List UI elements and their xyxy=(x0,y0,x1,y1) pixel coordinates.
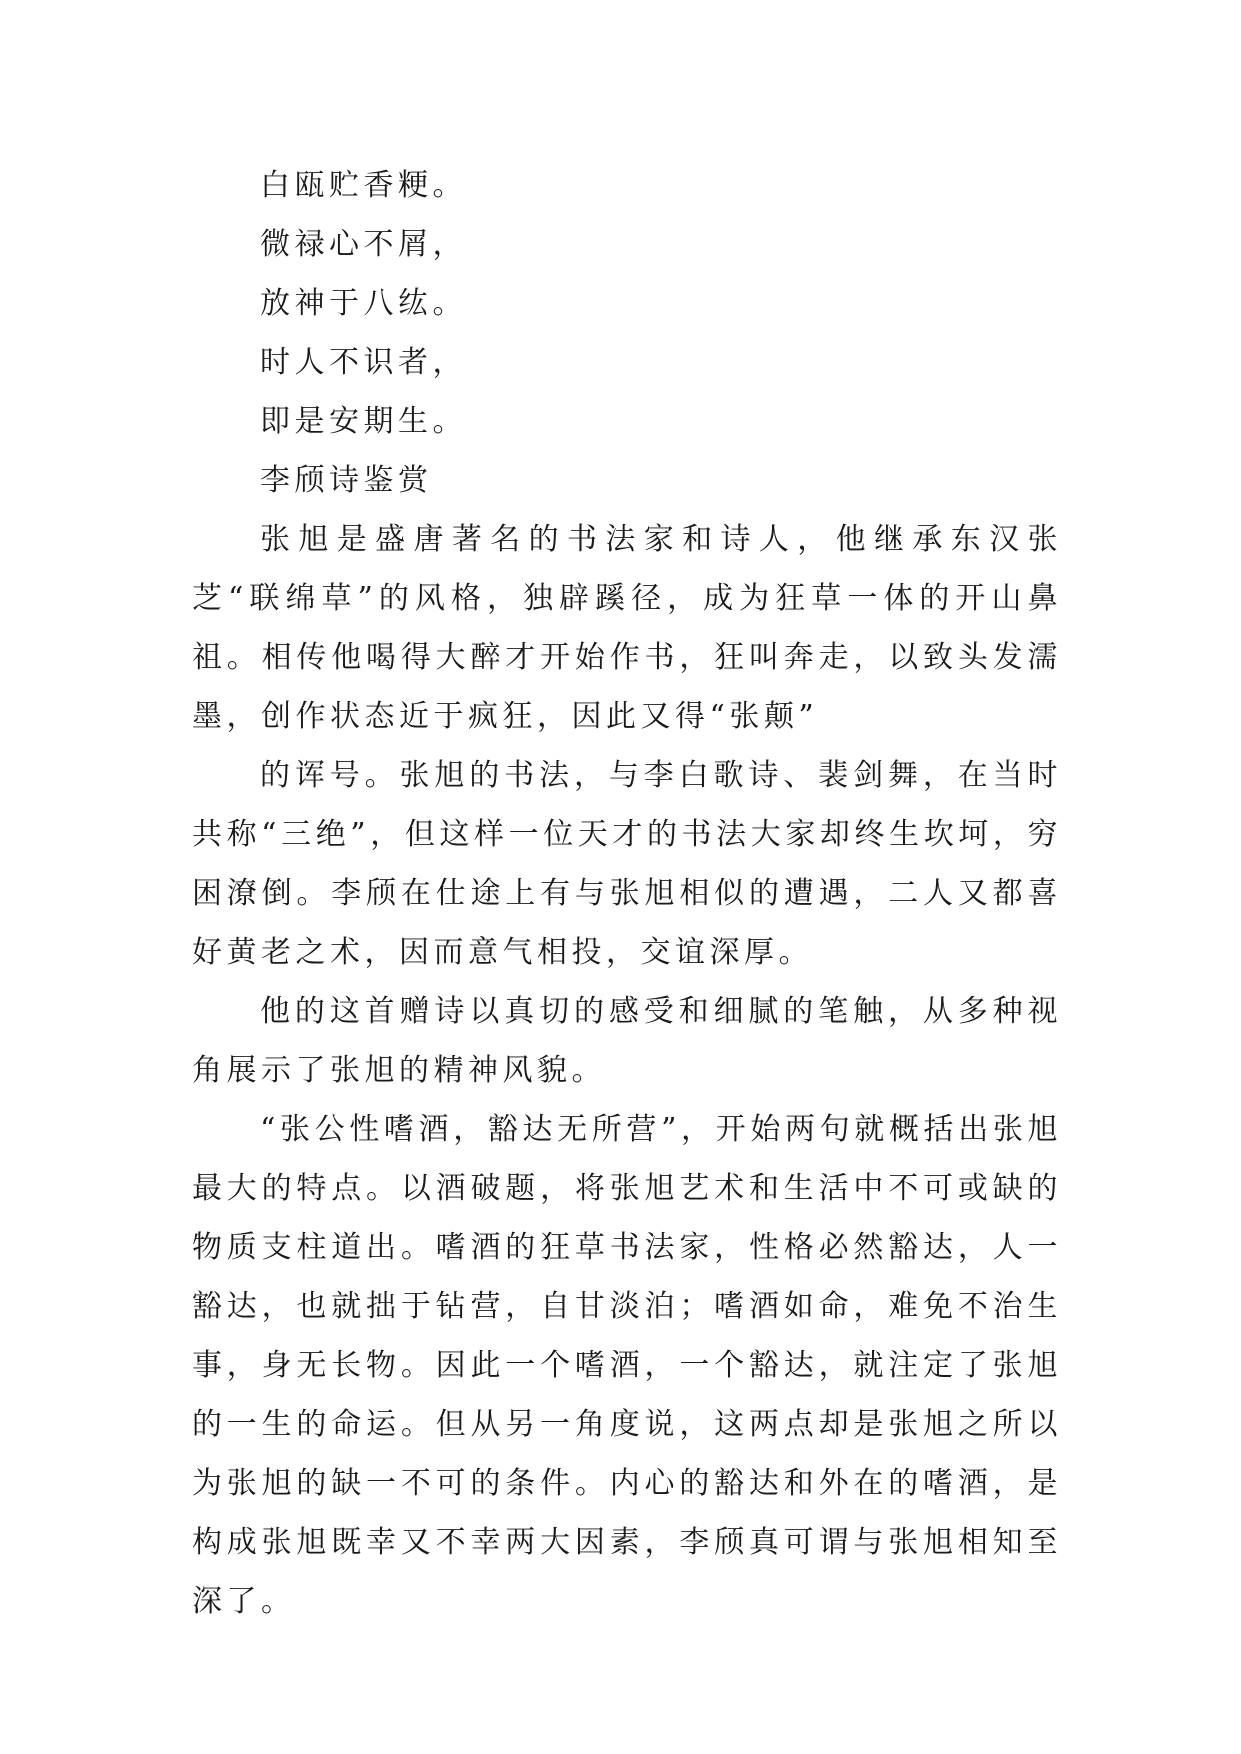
paragraph: “张公性嗜酒，豁达无所营”，开始两句就概括出张旭最大的特点。以酒破题，将张旭艺术和生活中不可或缺的物质支柱道出。嗜酒的狂草书法家，性格必然豁达，人一豁达，也就拙于钻营，自甘淡泊；嗜酒如命，难免不治生事，身无长物。因此一个嗜酒，一个豁达，就注定了张旭的一生的命运。但从另一角度说，这两点却是张旭之所以为张旭的缺一不可的条件。内心的豁达和外在的嗜酒，是构成张旭既幸又不幸两大因素，李颀真可谓与张旭相知至深了。 xyxy=(192,1112,1062,1619)
section-heading: 李颀诗鉴赏 xyxy=(260,463,433,498)
document-body xyxy=(192,156,1062,1631)
paragraph: 的诨号。张旭的书法，与李白歌诗、裴剑舞，在当时共称“三绝”，但这样一位天才的书法大家却终生坎坷，穷困潦倒。李颀在仕途上有与张旭相似的遭遇，二人又都喜好黄老之术，因而意气相投，交谊深厚。 xyxy=(192,758,1062,970)
paragraph: 他的这首赠诗以真切的感受和细腻的笔触，从多种视角展示了张旭的精神风貌。 xyxy=(192,994,1062,1088)
verse-line: 放神于八纮。 xyxy=(260,286,467,321)
verse-line: 微禄心不屑， xyxy=(260,227,467,262)
verse-line: 时人不识者， xyxy=(260,345,467,380)
commentary xyxy=(192,510,1062,1631)
verse-line: 白瓯贮香粳。 xyxy=(260,168,467,203)
verse-line: 即是安期生。 xyxy=(260,404,467,439)
paragraph: 张旭是盛唐著名的书法家和诗人，他继承东汉张芝“联绵草”的风格，独辟蹊径，成为狂草一体的开山鼻祖。相传他喝得大醉才开始作书，狂叫奔走，以致头发濡墨，创作状态近于疯狂，因此又得“张颠” xyxy=(192,522,1062,734)
poem-verse xyxy=(192,156,1062,451)
